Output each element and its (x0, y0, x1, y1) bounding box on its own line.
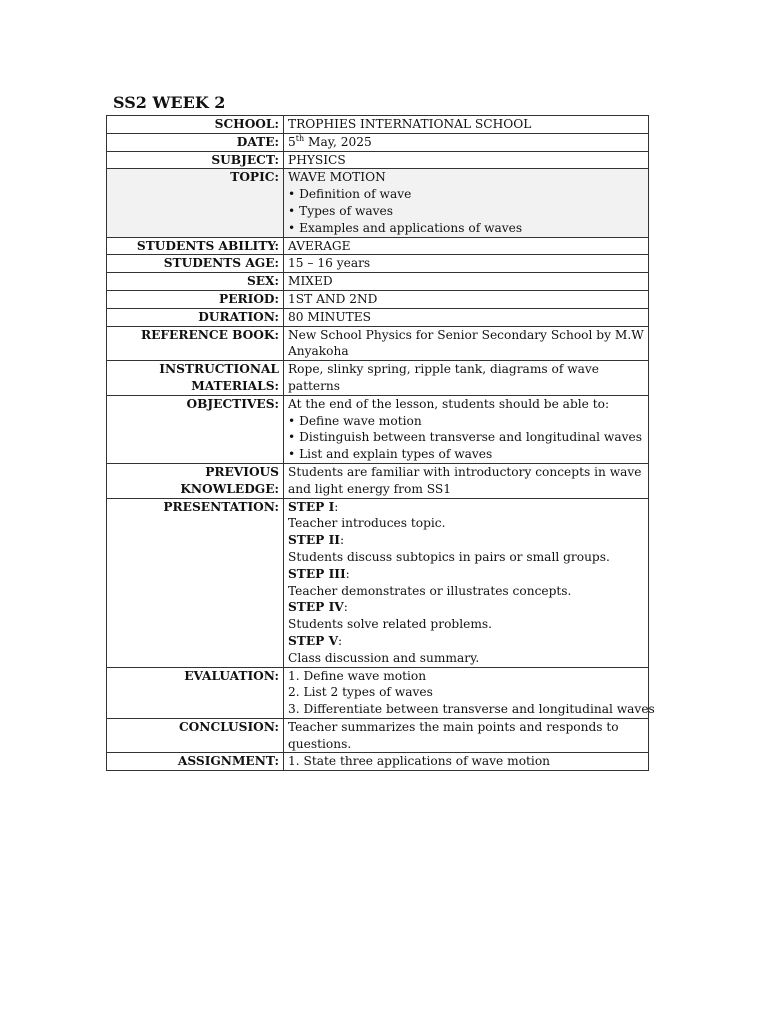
evaluation-value (284, 667, 655, 718)
instructional-materials-label (107, 361, 284, 396)
instructional-materials-label-line2: MATERIALS: (191, 378, 279, 393)
students-age-value: 15 – 16 years (284, 255, 649, 273)
step-title: STEP III (288, 566, 346, 581)
date-day: 5 (288, 134, 296, 149)
date-day-suffix: th (295, 133, 305, 143)
school-value: TROPHIES INTERNATIONAL SCHOOL (284, 116, 649, 134)
students-age-label: STUDENTS AGE: (107, 255, 284, 273)
evaluation-item: 1. Define wave motion (288, 668, 427, 683)
presentation-step-heading: STEP V: (288, 633, 343, 648)
row-instructional-materials (107, 361, 649, 396)
topic-item: • Types of waves (288, 203, 644, 220)
presentation-step-text: Students solve related problems. (288, 617, 492, 632)
presentation-step-text: Teacher demonstrates or illustrates concepts. (288, 583, 572, 598)
date-rest: May, 2025 (304, 134, 372, 149)
topic-heading: WAVE MOTION (288, 170, 386, 185)
row-period (107, 290, 649, 308)
presentation-step-heading: STEP II: (288, 533, 345, 548)
sex-value: MIXED (284, 273, 649, 291)
evaluation-item: 3. Differentiate between transverse and longitudinal waves (288, 702, 655, 717)
evaluation-item: 2. List 2 types of waves (288, 685, 433, 700)
duration-value: 80 MINUTES (284, 308, 649, 326)
row-topic (107, 169, 649, 237)
topic-value (284, 169, 649, 237)
topic-label: TOPIC: (107, 169, 284, 237)
objective-item: • Define wave motion (288, 413, 644, 430)
conclusion-value: Teacher summarizes the main points and responds to questions. (284, 718, 649, 753)
date-value (284, 133, 649, 151)
topic-item: • Definition of wave (288, 186, 644, 203)
assignment-value: 1. State three applications of wave motion (284, 753, 649, 771)
date-label: DATE: (107, 133, 284, 151)
step-title: STEP II (288, 533, 340, 548)
period-label: PERIOD: (107, 290, 284, 308)
row-duration (107, 308, 649, 326)
presentation-label: PRESENTATION: (107, 498, 284, 667)
step-title: STEP IV (288, 600, 344, 615)
assignment-label: ASSIGNMENT: (107, 753, 284, 771)
students-ability-label: STUDENTS ABILITY: (107, 237, 284, 255)
row-students-age (107, 255, 649, 273)
sex-label: SEX: (107, 273, 284, 291)
objective-item: • Distinguish between transverse and longitudinal waves (288, 429, 644, 446)
row-reference-book (107, 326, 649, 361)
row-previous-knowledge (107, 463, 649, 498)
students-ability-value: AVERAGE (284, 237, 649, 255)
objective-item: • List and explain types of waves (288, 446, 644, 463)
presentation-step-heading: STEP III: (288, 566, 350, 581)
reference-book-label: REFERENCE BOOK: (107, 326, 284, 361)
presentation-step-text: Teacher introduces topic. (288, 516, 446, 531)
document-title: SS2 WEEK 2 (113, 93, 226, 112)
subject-label: SUBJECT: (107, 151, 284, 169)
instructional-materials-value: Rope, slinky spring, ripple tank, diagrams of wave patterns (284, 361, 649, 396)
presentation-step-text: Students discuss subtopics in pairs or small groups. (288, 549, 610, 564)
conclusion-label: CONCLUSION: (107, 718, 284, 753)
previous-knowledge-value: Students are familiar with introductory concepts in wave and light energy from SS1 (284, 463, 649, 498)
row-school (107, 116, 649, 134)
reference-book-value: New School Physics for Senior Secondary School by M.W Anyakoha (284, 326, 649, 361)
school-label: SCHOOL: (107, 116, 284, 134)
lesson-plan-table (106, 115, 655, 771)
duration-label: DURATION: (107, 308, 284, 326)
row-subject (107, 151, 649, 169)
row-evaluation (107, 667, 649, 718)
objectives-value (284, 395, 649, 463)
topic-item: • Examples and applications of waves (288, 220, 644, 237)
presentation-step-text: Class discussion and summary. (288, 650, 480, 665)
presentation-step-heading: STEP I: (288, 499, 339, 514)
row-students-ability (107, 237, 649, 255)
row-date (107, 133, 649, 151)
row-conclusion (107, 718, 649, 753)
presentation-value (284, 498, 649, 667)
step-title: STEP I (288, 499, 335, 514)
step-title: STEP V (288, 633, 339, 648)
row-presentation (107, 498, 649, 667)
period-value: 1ST AND 2ND (284, 290, 649, 308)
previous-knowledge-label: PREVIOUS KNOWLEDGE: (107, 463, 284, 498)
subject-value: PHYSICS (284, 151, 649, 169)
objectives-intro: At the end of the lesson, students should be able to: (288, 396, 610, 411)
instructional-materials-label-line1: INSTRUCTIONAL (159, 362, 279, 377)
row-objectives (107, 395, 649, 463)
objectives-label: OBJECTIVES: (107, 395, 284, 463)
presentation-step-heading: STEP IV: (288, 600, 348, 615)
evaluation-label: EVALUATION: (107, 667, 284, 718)
row-sex (107, 273, 649, 291)
row-assignment (107, 753, 649, 771)
